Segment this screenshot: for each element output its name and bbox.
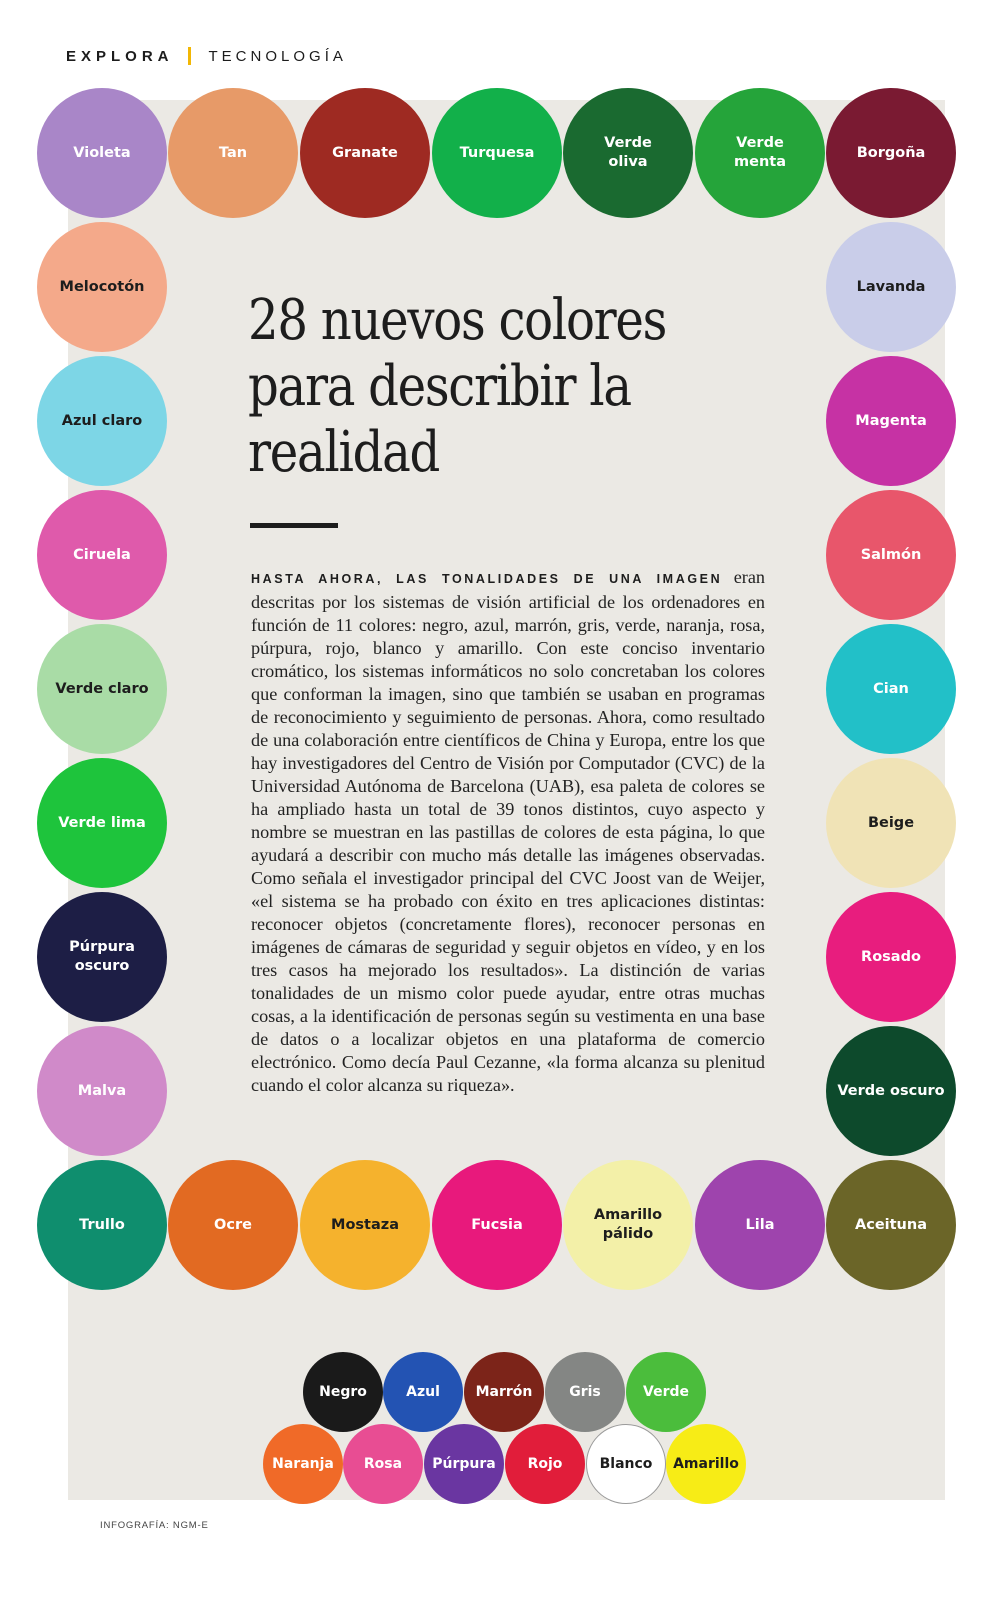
article-title: 28 nuevos colores para describir la realidad [248, 288, 667, 485]
color-dot-rojo: Rojo [505, 1424, 585, 1504]
body-text: eran descritas por los sistemas de visión artificial de los ordenadores en función de 11 colores: negro, azul, marrón, gris, verde, naranja, rosa, púrpura, rojo, blanco y amarillo. Con este conciso inventario cromático, los sistemas informáticos no solo concretaban los colores que conforman la imagen, sino que también se usaban en programas de reconocimiento y seguimiento de personas. Ahora, como resultado de una colaboración entre científicos de China y Europa, entre los que hay investigadores del Centro de Visión por Computador (CVC) de la Universidad Autónoma de Barcelona (UAB), esa paleta de colores se ha ampliado hasta un total de 39 tonos distintos, cuyo aspecto y nombre se muestran en las pastillas de colores de esta página, lo que ayudará a describir con mucho más detalle las imágenes observadas. Como señala el investigador principal del CVC Joost van de Weijer, «el sistema se ha probado con éxito en tres aplicaciones distintas: reconocer objetos (concretamente flores), reconocer personas en imágenes de cámaras de seguridad y seguir objetos en vídeo, y en los tres casos ha mejorado los resultados». La distinción de varias tonalidades de un mismo color puede ayudar, entre otras muchas cosas, a la identificación de personas según su vestimenta en una base de datos o a localizar objetos en una plataforma de comercio electrónico. Como decía Paul Cezanne, «la forma alcanza su plenitud cuando el color alcanza su riqueza». [251, 567, 766, 1095]
color-dot-azul-claro: Azul claro [37, 356, 167, 486]
subsection-label: TECNOLOGÍA [208, 47, 347, 65]
color-dot-magenta: Magenta [826, 356, 956, 486]
color-dot-turquesa: Turquesa [432, 88, 562, 218]
color-dot-rosa: Rosa [343, 1424, 423, 1504]
color-dot-verde-oscuro: Verde oscuro [826, 1026, 956, 1156]
article-body [251, 566, 765, 1097]
color-dot-ocre: Ocre [168, 1160, 298, 1290]
color-dot-cian: Cian [826, 624, 956, 754]
title-rule [250, 523, 338, 528]
color-dot-aceituna: Aceituna [826, 1160, 956, 1290]
color-dot-lila: Lila [695, 1160, 825, 1290]
color-dot-blanco: Blanco [586, 1424, 666, 1504]
color-dot-naranja: Naranja [263, 1424, 343, 1504]
color-dot-beige: Beige [826, 758, 956, 888]
color-dot-ciruela: Ciruela [37, 490, 167, 620]
section-header [66, 44, 347, 68]
color-dot-borgona: Borgoña [826, 88, 956, 218]
color-dot-lavanda: Lavanda [826, 222, 956, 352]
color-dot-mostaza: Mostaza [300, 1160, 430, 1290]
color-dot-verde-menta: Verde menta [695, 88, 825, 218]
color-dot-malva: Malva [37, 1026, 167, 1156]
body-lead: HASTA AHORA, LAS TONALIDADES DE UNA IMAGEN [251, 572, 723, 586]
color-dot-verde-claro: Verde claro [37, 624, 167, 754]
color-dot-salmon: Salmón [826, 490, 956, 620]
color-dot-amarillo: Amarillo [666, 1424, 746, 1504]
color-dot-gris: Gris [545, 1352, 625, 1432]
header-divider [188, 47, 191, 65]
color-dot-purpura-oscuro: Púrpura oscuro [37, 892, 167, 1022]
color-dot-trullo: Trullo [37, 1160, 167, 1290]
infographic-credit: INFOGRAFÍA: NGM-E [100, 1520, 209, 1531]
color-dot-granate: Granate [300, 88, 430, 218]
color-dot-tan: Tan [168, 88, 298, 218]
color-dot-marron: Marrón [464, 1352, 544, 1432]
color-dot-verde: Verde [626, 1352, 706, 1432]
color-dot-verde-lima: Verde lima [37, 758, 167, 888]
color-dot-rosado: Rosado [826, 892, 956, 1022]
color-dot-azul: Azul [383, 1352, 463, 1432]
color-dot-melocoton: Melocotón [37, 222, 167, 352]
color-dot-amarillo-palido: Amarillo pálido [563, 1160, 693, 1290]
color-dot-purpura: Púrpura [424, 1424, 504, 1504]
color-dot-fucsia: Fucsia [432, 1160, 562, 1290]
color-dot-violeta: Violeta [37, 88, 167, 218]
color-dot-verde-oliva: Verde oliva [563, 88, 693, 218]
section-label: EXPLORA [66, 47, 174, 65]
color-dot-negro: Negro [303, 1352, 383, 1432]
